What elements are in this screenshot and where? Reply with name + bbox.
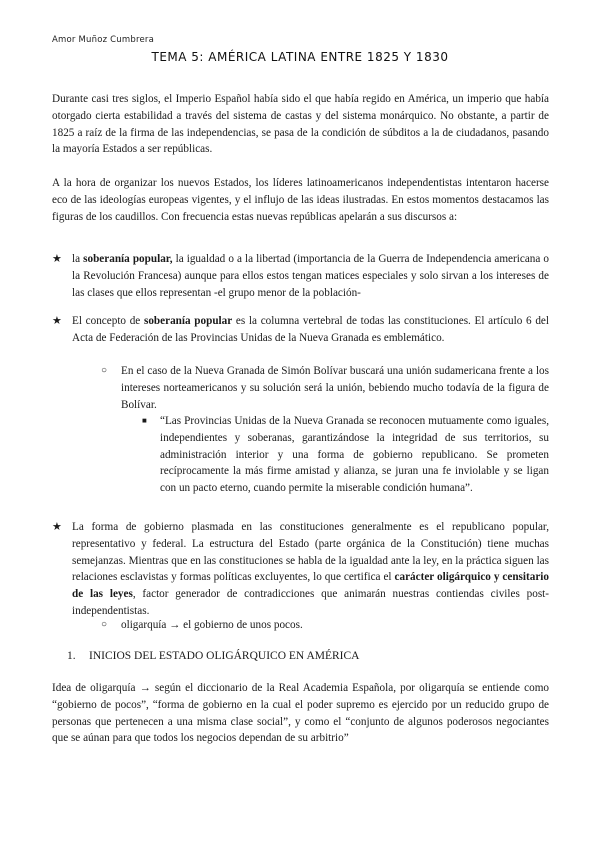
section-title: INICIOS DEL ESTADO OLIGÁRQUICO EN AMÉRICA (89, 650, 360, 662)
star-bullet-icon: ★ (52, 521, 62, 533)
star-bullet-icon: ★ (52, 253, 62, 265)
square-bullet-icon: ■ (142, 416, 147, 425)
bold-term: soberanía popular (143, 315, 233, 327)
bullet-forma-gobierno (52, 519, 550, 620)
bullet-text: La forma de gobierno plasmada en las constituciones generalmente es el republicano popular, representativo y federal. La estructura del Estado (parte orgánica de la Constitución) tiene muchas semejanzas. Mientras que en las constituciones se habla de la igualdad ante la ley, en la práctica siguen las relaciones esclavistas y formas políticas excluyentes, lo que certifica el carácter oligárquico y censitario de las leyes, factor generador de contradicciones que animarán nuestras contiendas civiles post-independentistas. (72, 521, 550, 617)
section-heading (67, 648, 360, 664)
star-bullet-icon: ★ (52, 315, 62, 327)
circle-bullet-icon: ○ (101, 619, 108, 630)
quote-text: “Las Provincias Unidas de la Nueva Granada se reconocen mutuamente como iguales, independientes y soberanas, garantizándose la integridad de sus territorios, su administración interior y una forma de gobierno republicano. Se prometen recíprocamente la más firme amistad y alianza, se juran una fe inviolable y se ligan con un pacto eterno, cuando permite la miserable condición humana”. (160, 415, 549, 495)
sub-bullet-oligarquia (101, 617, 549, 634)
final-paragraph: Idea de oligarquía → según el diccionario de la Real Academia Española, por oligarquía se entiende como “gobierno de pocos”, “forma de gobierno en la cual el poder supremo es ejercido por un reducido grupo de personas que pertenecen a una misma clase social”, y como el “conjunto de algunos poderosos negociantes que se aúnan para que todos los negocios dependan de su arbitrio” (52, 682, 549, 745)
bullet-text: El concepto de soberanía popular es la columna vertebral de todas las constituciones. El artículo 6 del Acta de Federación de las Provincias Unidas de la Nueva Granada es emblemático. (72, 315, 549, 344)
page-title: TEMA 5: AMÉRICA LATINA ENTRE 1825 Y 1830 (151, 50, 449, 64)
sub-bullet-text: oligarquía → el gobierno de unos pocos. (121, 619, 303, 631)
section-number: 1. (67, 650, 76, 662)
intro-paragraph-2: A la hora de organizar los nuevos Estados, los líderes latinoamericanos independentistas intentaron hacerse eco de las ideologías europeas vigentes, y el influjo de las ideas ilustradas. En estos momentos destacamos las figuras de los caudillos. Con frecuencia estas nuevas repúblicas apelarán a sus discursos a: (52, 177, 549, 223)
sub-bullet-nueva-granada (101, 363, 549, 413)
bold-term: carácter oligárquico y censitario de las leyes (72, 571, 549, 601)
bold-term: soberanía popular, (83, 253, 173, 265)
quote-bullet (142, 413, 549, 497)
author-name: Amor Muñoz Cumbrera (52, 35, 155, 45)
bullet-soberania (52, 251, 549, 301)
intro-paragraph-1: Durante casi tres siglos, el Imperio Español había sido el que había regido en América, un imperio que había otorgado cierta estabilidad a través del sistema de castas y del sistema monárquico. No obstante, a partir de 1825 a raíz de la firma de las independencias, se pasa de la condición de súbditos a la de ciudadanos, pasando la mayoría Estados a ser repúblicas. (52, 93, 549, 156)
circle-bullet-icon: ○ (101, 365, 108, 376)
bullet-text: la soberanía popular, la igualdad o a la libertad (importancia de la Guerra de Independencia americana o la Revolución Francesa) aunque para ellos estos tengan matices especiales y solo sirvan a los intereses de las clases que ellos representan -el grupo menor de la población- (72, 253, 549, 299)
sub-bullet-text: En el caso de la Nueva Granada de Simón Bolívar buscará una unión sudamericana frente a los intereses norteamericanos y su solución será la unión, bebiendo mucho todavía de la figura de Bolívar. (121, 365, 549, 411)
bullet-concepto (52, 313, 549, 347)
